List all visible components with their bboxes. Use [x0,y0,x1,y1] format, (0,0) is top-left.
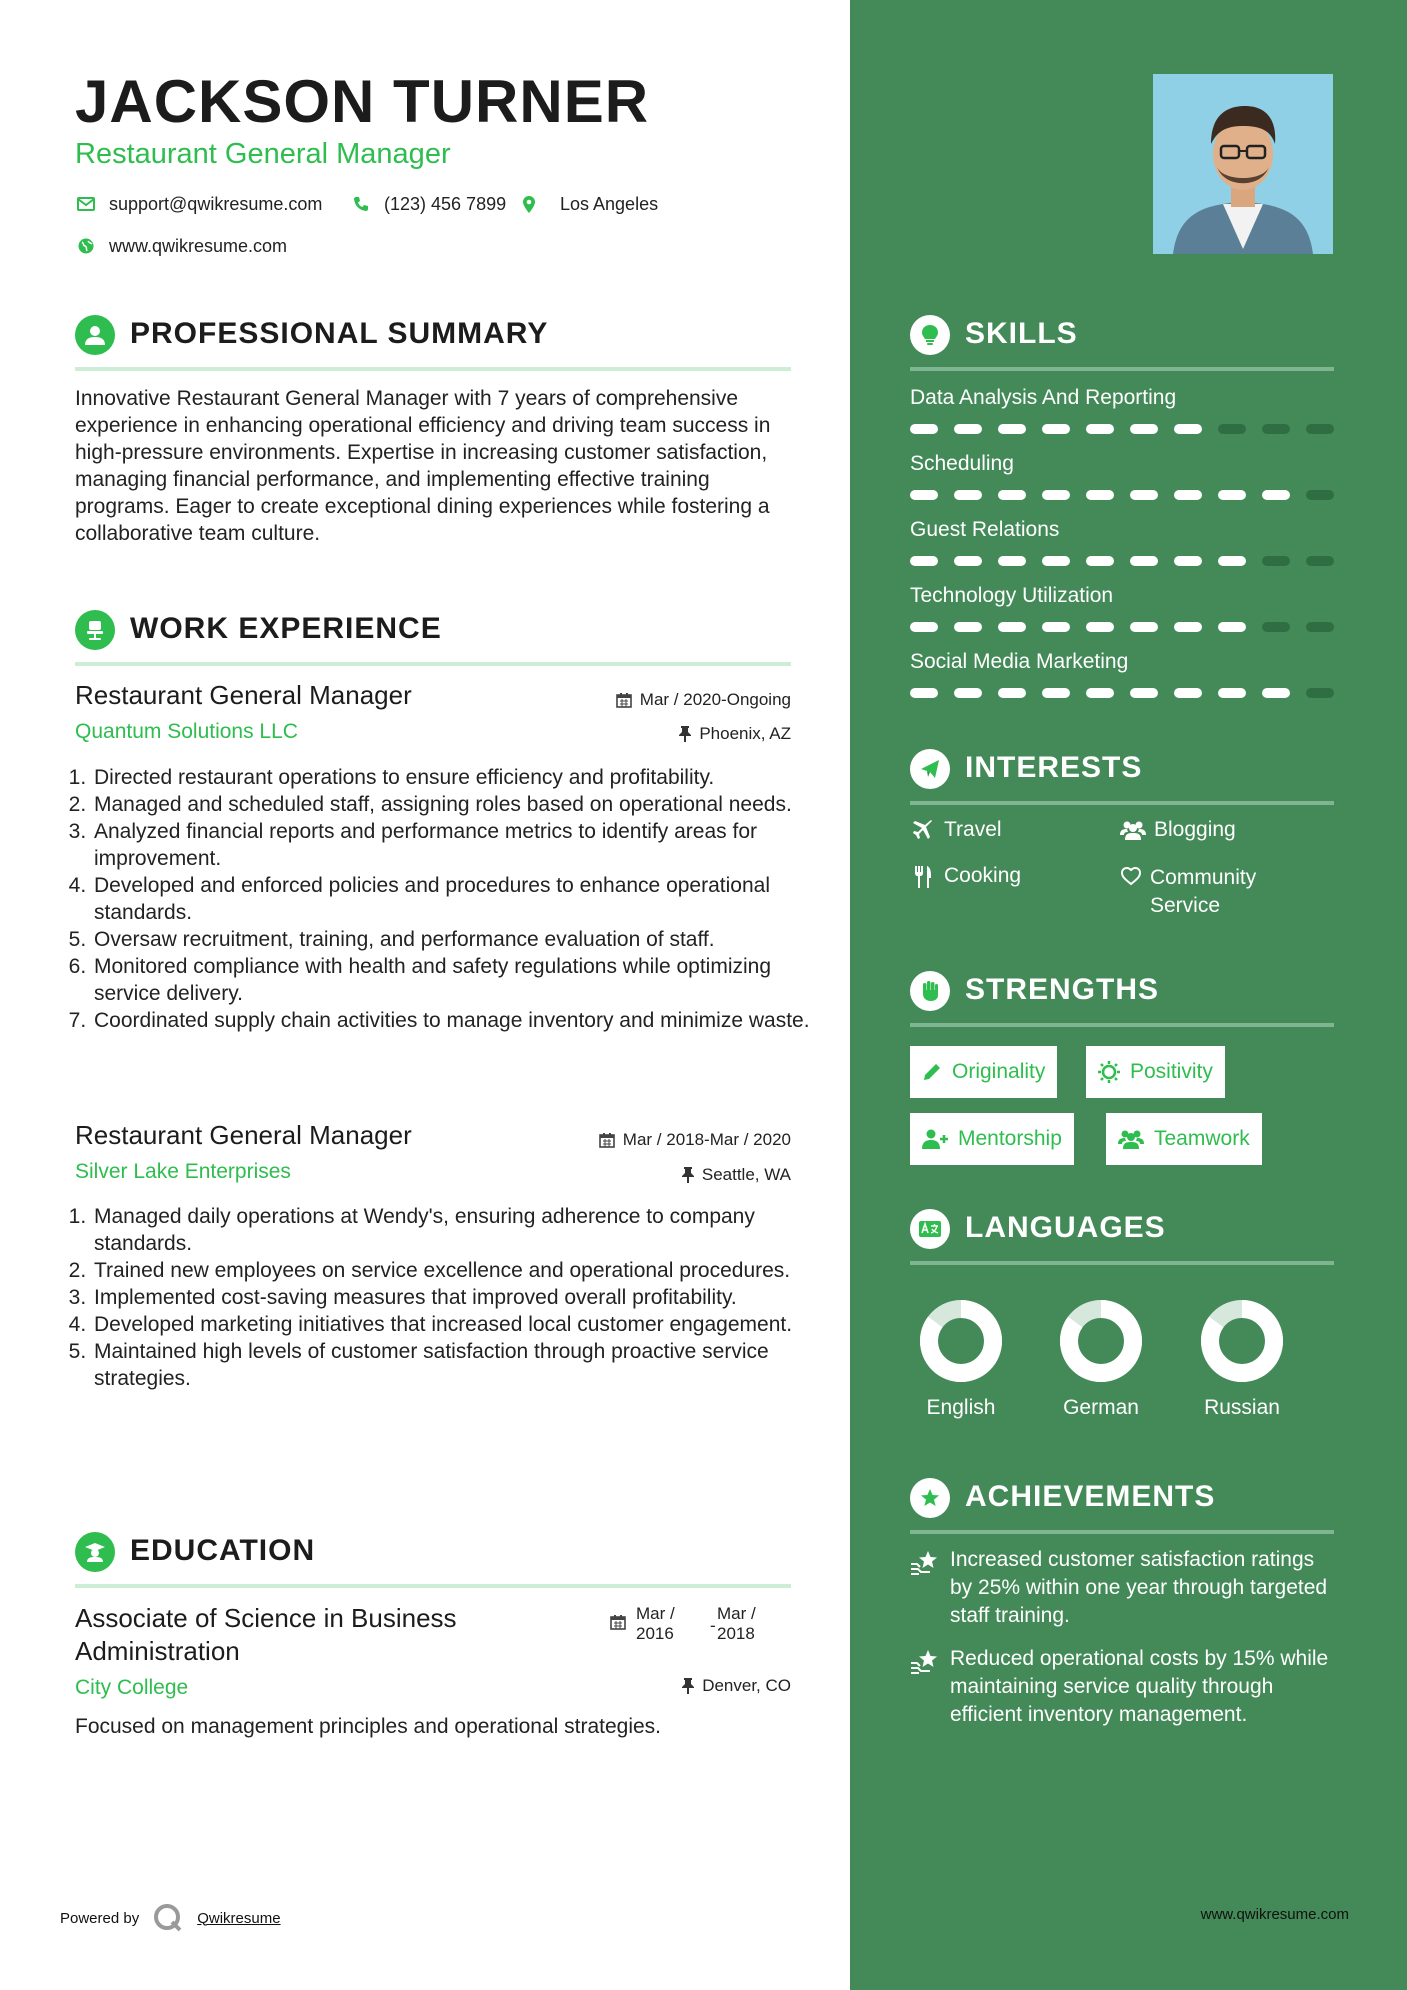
list-item: 2. Managed and scheduled staff, assigning roles based on operational needs. [92,791,822,818]
skill-segment-filled [1086,490,1114,500]
strength-chip [910,1046,1057,1098]
skill-name: Technology Utilization [910,584,1114,607]
job-title: Restaurant General Manager [75,1120,412,1150]
skill-segment-filled [998,556,1026,566]
edu-date-separator: - [710,1616,716,1635]
achievement-text: Reduced operational costs by 15% while maintaining service quality through efficient inventory management. [950,1647,1329,1726]
powered-by-text: Powered by [60,1909,140,1927]
pushpin-icon [682,1678,694,1694]
contact-location [518,193,658,215]
edu-end-year: 2018 [717,1624,755,1643]
heart-hands-icon [1120,864,1142,886]
pushpin-icon [679,726,691,742]
pushpin-icon [682,1167,694,1183]
strength-label: Originality [952,1060,1046,1083]
skill-segment-filled [910,490,938,500]
achievements-heading: ACHIEVEMENTS [965,1480,1216,1513]
star-hand-icon [910,1645,950,1729]
translate-icon [910,1209,950,1249]
skill-segment-empty [1306,556,1334,566]
experience-section-header [75,608,791,666]
user-plus-icon [922,1129,948,1149]
job-responsibilities [68,764,822,1034]
website-text: www.qwikresume.com [109,235,288,256]
education-section-header [75,1530,791,1588]
interests-heading: INTERESTS [965,751,1143,784]
skill-segment-filled [1262,688,1290,698]
languages-section-header [910,1207,1334,1265]
skill-level-bar [910,688,1334,698]
brand-link[interactable]: Qwikresume [197,1909,281,1927]
language-label: German [1063,1396,1139,1419]
job-title: Restaurant General Manager [75,680,412,710]
job-location-text: Phoenix, AZ [699,724,791,743]
location-text: Los Angeles [560,193,659,214]
summary-section-header [75,313,791,371]
skill-segment-empty [1306,622,1334,632]
list-item: 4. Developed marketing initiatives that increased local customer engagement. [92,1311,822,1338]
strengths-section-header [910,969,1334,1027]
sidebar [850,0,1407,1990]
user-icon [75,315,115,355]
edu-start-year: 2016 [636,1624,674,1643]
lightbulb-icon [910,315,950,355]
calendar-icon [599,1132,615,1148]
strength-label: Positivity [1130,1060,1213,1083]
language-chart [1031,1296,1171,1391]
language-donut [891,1296,1031,1386]
envelope-icon [75,193,97,215]
edu-start-date [636,1604,675,1644]
list-item: 5. Oversaw recruitment, training, and performance evaluation of staff. [92,926,822,953]
fist-icon [910,971,950,1011]
list-item: 1. Directed restaurant operations to ensure efficiency and profitability. [92,764,822,791]
users-icon [1120,818,1146,840]
language-chart [891,1296,1031,1391]
globe-icon [75,235,97,257]
skill-segment-filled [1130,490,1158,500]
skill-segment-filled [1130,622,1158,632]
skill-segment-empty [1262,424,1290,434]
achievement-item [910,1645,1334,1729]
interest-item [910,864,1021,888]
skill-segment-empty [1262,556,1290,566]
skill-level-bar [910,424,1334,434]
list-item: 1. Managed daily operations at Wendy's, ensuring adherence to company standards. [92,1203,822,1257]
skill-segment-empty [1306,688,1334,698]
skill-segment-filled [910,688,938,698]
achievement-item [910,1546,1334,1630]
chair-icon [75,610,115,650]
job-date-text: Mar / 2018-Mar / 2020 [622,1130,791,1149]
skill-segment-filled [998,622,1026,632]
list-item: 7. Coordinated supply chain activities to manage inventory and minimize waste. [92,1007,822,1034]
section-divider [910,801,1334,805]
section-divider [75,1584,791,1588]
skill-segment-filled [998,424,1026,434]
skill-segment-filled [1174,490,1202,500]
skill-level-bar [910,622,1334,632]
strength-chip [910,1113,1074,1165]
section-divider [910,1530,1334,1534]
skill-segment-filled [1042,688,1070,698]
skill-segment-filled [1130,556,1158,566]
paper-plane-icon [910,749,950,789]
skill-segment-filled [910,424,938,434]
phone-icon [350,193,372,215]
skill-segment-empty [1218,424,1246,434]
edu-start-month: Mar / [636,1604,675,1623]
section-divider [910,1261,1334,1265]
sun-icon [1098,1061,1120,1083]
skill-segment-filled [910,556,938,566]
skills-section-header [910,313,1334,371]
interest-item [1120,818,1236,842]
skill-segment-filled [1130,688,1158,698]
skill-segment-filled [1174,424,1202,434]
school-name: City College [75,1676,189,1699]
skill-segment-filled [1174,688,1202,698]
job-location [679,724,791,744]
summary-text: Innovative Restaurant General Manager with 7 years of comprehensive experience in enhancing operational efficiency and driving team success in high-pressure environments. Expertise in increasing customer satisfaction, managing financial performance, and implementing effective training programs. Eager to create exceptional dining experiences while fostering a collaborative team culture. [75,387,771,545]
contact-website[interactable] [75,235,287,257]
skill-segment-filled [954,556,982,566]
skill-segment-filled [998,688,1026,698]
utensils-icon [910,864,936,888]
skill-segment-filled [910,622,938,632]
school-location-text: Denver, CO [702,1676,791,1695]
job-date [616,690,791,710]
summary-heading: PROFESSIONAL SUMMARY [130,317,549,350]
language-donut [1031,1296,1171,1386]
skill-segment-filled [1174,556,1202,566]
interest-label: Community Service [1150,866,1257,917]
job-date-text: Mar / 2020-Ongoing [639,690,791,709]
edu-end-month: Mar / [717,1604,756,1623]
job-location [682,1165,791,1185]
list-item: 3. Implemented cost-saving measures that improved overall profitability. [92,1284,822,1311]
language-label: Russian [1204,1396,1280,1419]
skill-segment-filled [1262,490,1290,500]
list-item: 3. Analyzed financial reports and performance metrics to identify areas for improvement. [92,818,822,872]
skill-segment-filled [1042,556,1070,566]
pencil-icon [922,1062,942,1082]
languages-heading: LANGUAGES [965,1211,1166,1244]
education-heading: EDUCATION [130,1534,316,1567]
skill-segment-filled [954,490,982,500]
section-divider [910,1023,1334,1027]
skill-segment-empty [1306,424,1334,434]
skill-segment-filled [954,688,982,698]
powered-by [60,1903,281,1933]
interest-label: Travel [944,818,1002,841]
skill-name: Scheduling [910,452,1014,475]
job-date [599,1130,791,1150]
team-icon [1118,1129,1144,1149]
candidate-name: JACKSON TURNER [75,68,650,135]
section-divider [75,367,791,371]
map-pin-icon [518,193,540,215]
candidate-title: Restaurant General Manager [75,138,451,170]
strength-chip [1086,1046,1225,1098]
qwikresume-logo-icon [153,1903,183,1933]
edu-end-date [717,1604,756,1644]
language-donut [1172,1296,1312,1386]
skill-segment-filled [1218,556,1246,566]
skill-level-bar [910,556,1334,566]
phone-text: (123) 456 7899 [384,193,507,214]
achievements-section-header [910,1476,1334,1534]
interest-label: Blogging [1154,818,1236,841]
degree-title: Associate of Science in Business Administration [75,1603,457,1666]
skill-segment-filled [954,622,982,632]
skill-segment-filled [1174,622,1202,632]
company-name: Silver Lake Enterprises [75,1160,291,1183]
calendar-icon [610,1614,626,1630]
interest-label: Cooking [944,864,1022,887]
skill-segment-filled [1086,556,1114,566]
strength-label: Mentorship [958,1127,1062,1150]
interests-section-header [910,747,1334,805]
skill-segment-filled [1218,490,1246,500]
skill-segment-empty [1306,490,1334,500]
skill-segment-filled [1042,490,1070,500]
calendar-icon [616,692,632,708]
job-location-text: Seattle, WA [701,1165,791,1184]
footer-url[interactable]: www.qwikresume.com [1200,1906,1349,1923]
strength-chip [1106,1113,1262,1165]
skill-segment-filled [1086,688,1114,698]
contact-email[interactable] [75,193,322,215]
graduate-icon [75,1532,115,1572]
skill-name: Guest Relations [910,518,1060,541]
list-item: 2. Trained new employees on service excellence and operational procedures. [92,1257,822,1284]
skill-name: Social Media Marketing [910,650,1129,673]
section-divider [75,662,791,666]
school-location [682,1676,791,1696]
skill-segment-filled [1042,622,1070,632]
strengths-heading: STRENGTHS [965,973,1160,1006]
skill-level-bar [910,490,1334,500]
section-divider [910,367,1334,371]
profile-photo [1153,74,1333,254]
language-chart [1172,1296,1312,1391]
strength-label: Teamwork [1154,1127,1250,1150]
job-responsibilities [68,1203,822,1392]
skill-segment-filled [1042,424,1070,434]
star-badge-icon [910,1478,950,1518]
skill-segment-filled [1218,688,1246,698]
skills-heading: SKILLS [965,317,1078,350]
skill-segment-filled [1130,424,1158,434]
experience-heading: WORK EXPERIENCE [130,612,442,645]
achievement-text: Increased customer satisfaction ratings by 25% within one year through targeted staff training. [950,1548,1328,1627]
skill-segment-filled [1086,622,1114,632]
list-item: 5. Maintained high levels of customer satisfaction through proactive service strategies. [92,1338,822,1392]
skill-segment-filled [1218,622,1246,632]
list-item: 6. Monitored compliance with health and safety regulations while optimizing service delivery. [92,953,822,1007]
interest-item [910,818,1002,842]
skill-segment-empty [1262,622,1290,632]
skill-segment-filled [1086,424,1114,434]
skill-segment-filled [954,424,982,434]
education-description: Focused on management principles and operational strategies. [75,1715,662,1738]
company-name: Quantum Solutions LLC [75,720,298,743]
interest-item [1120,864,1300,920]
skill-name: Data Analysis And Reporting [910,386,1177,409]
language-label: English [926,1396,996,1419]
contact-phone[interactable] [350,193,506,215]
list-item: 4. Developed and enforced policies and procedures to enhance operational standards. [92,872,822,926]
star-hand-icon [910,1546,950,1630]
skill-segment-filled [998,490,1026,500]
email-text: support@qwikresume.com [109,193,323,214]
plane-icon [910,818,936,840]
